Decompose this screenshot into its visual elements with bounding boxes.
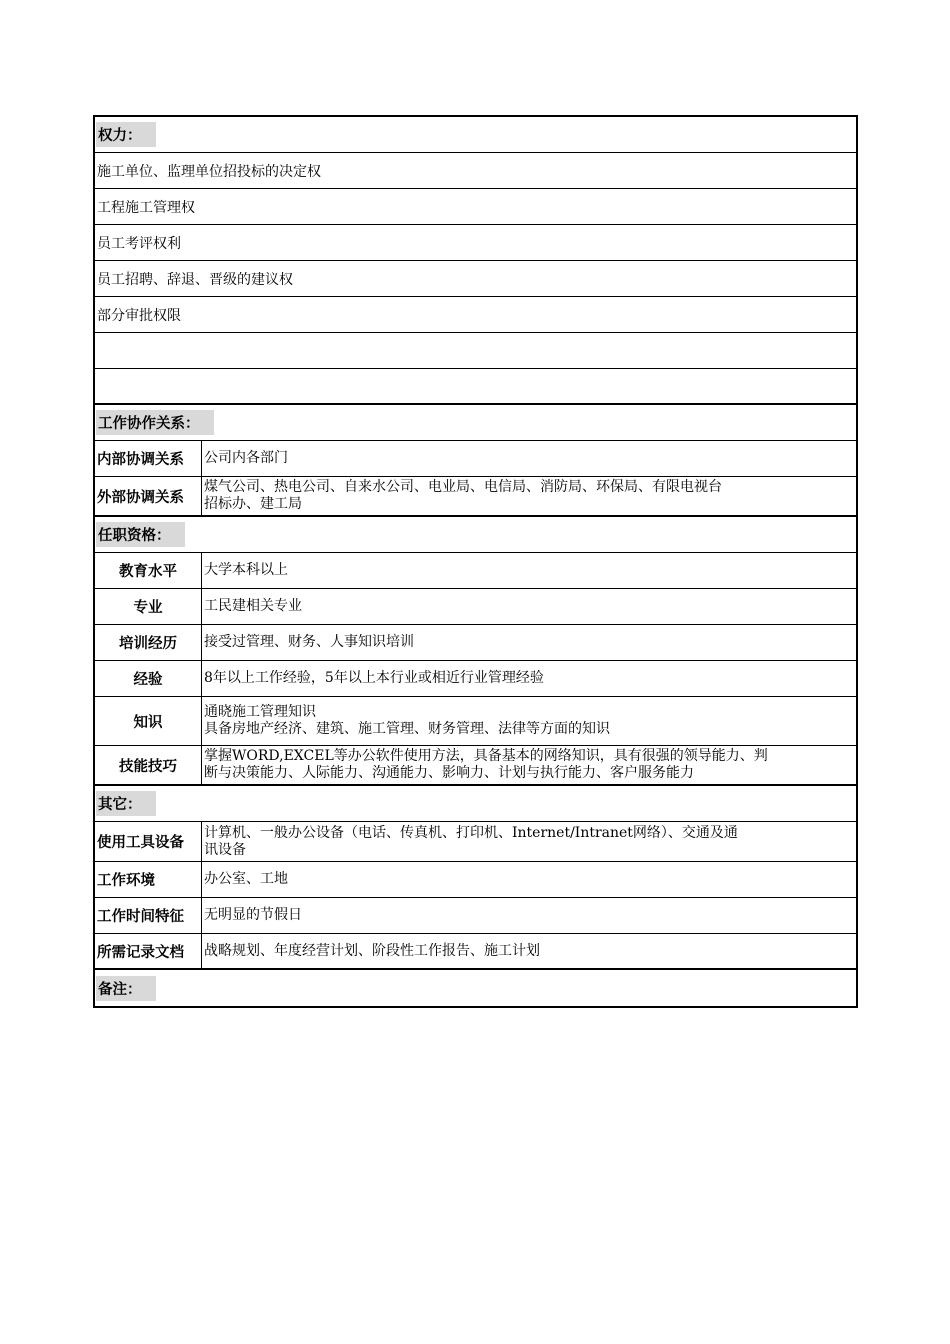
row-value <box>202 746 856 784</box>
row-value-line: 工民建相关专业 <box>204 598 302 614</box>
row-value <box>202 898 856 933</box>
row-value-line: 讯设备 <box>204 841 246 858</box>
row-value <box>202 477 856 515</box>
row-value <box>202 553 856 588</box>
row-label: 教育水平 <box>95 553 202 588</box>
power-item-empty <box>95 333 856 369</box>
job-description-table <box>93 115 858 1008</box>
row-label: 工作时间特征 <box>95 898 202 933</box>
row-label: 内部协调关系 <box>95 441 202 476</box>
row-value-line: 办公室、工地 <box>204 871 288 887</box>
row-value-line: 8年以上工作经验，5年以上本行业或相近行业管理经验 <box>204 670 544 686</box>
row-value <box>202 934 856 968</box>
row-value-line: 公司内各部门 <box>204 450 288 466</box>
other-row-documents <box>95 934 856 970</box>
row-value-line: 煤气公司、热电公司、自来水公司、电业局、电信局、消防局、环保局、有限电视台 <box>204 479 722 495</box>
other-row-tools <box>95 822 856 862</box>
power-item-empty <box>95 369 856 405</box>
row-value-line: 断与决策能力、人际能力、沟通能力、影响力、计划与执行能力、客户服务能力 <box>204 765 694 781</box>
section-power-title: 权力： <box>96 122 156 147</box>
qualification-row-knowledge <box>95 697 856 746</box>
row-label: 经验 <box>95 661 202 696</box>
section-cooperation-header <box>95 405 856 441</box>
row-value-line: 无明显的节假日 <box>204 907 302 923</box>
power-item <box>95 297 856 333</box>
row-value <box>202 661 856 696</box>
other-row-environment <box>95 862 856 898</box>
section-notes-title: 备注： <box>96 976 156 1001</box>
row-label: 技能技巧 <box>95 746 202 784</box>
qualification-row-training <box>95 625 856 661</box>
row-value-line: 接受过管理、财务、人事知识培训 <box>204 634 414 650</box>
row-value-line: 掌握WORD,EXCEL等办公软件使用方法，具备基本的网络知识，具有很强的领导能力、判 <box>204 748 768 764</box>
section-cooperation-title: 工作协作关系： <box>96 410 214 435</box>
section-power-header <box>95 117 856 153</box>
power-item <box>95 189 856 225</box>
row-value <box>202 697 856 745</box>
row-label: 使用工具设备 <box>95 822 202 861</box>
section-other-title: 其它： <box>96 791 156 816</box>
section-other-header <box>95 786 856 822</box>
qualification-row-experience <box>95 661 856 697</box>
row-label: 外部协调关系 <box>95 477 202 515</box>
row-label: 所需记录文档 <box>95 934 202 968</box>
row-value <box>202 862 856 897</box>
section-notes-header <box>95 970 856 1006</box>
row-value-line: 计算机、一般办公设备（电话、传真机、打印机、Internet/Intranet网络）、交通及通 <box>204 824 738 841</box>
row-value-line: 战略规划、年度经营计划、阶段性工作报告、施工计划 <box>204 942 540 959</box>
row-value-line: 具备房地产经济、建筑、施工管理、财务管理、法律等方面的知识 <box>204 721 610 737</box>
row-label: 培训经历 <box>95 625 202 660</box>
qualification-row-skills <box>95 746 856 786</box>
row-value <box>202 589 856 624</box>
row-value-line: 通晓施工管理知识 <box>204 704 316 720</box>
power-item <box>95 225 856 261</box>
row-value <box>202 441 856 476</box>
row-label: 专业 <box>95 589 202 624</box>
power-item-text: 施工单位、监理单位招投标的决定权 <box>97 163 321 180</box>
row-value <box>202 625 856 660</box>
cooperation-row-internal <box>95 441 856 477</box>
section-qualification-title: 任职资格： <box>96 522 185 547</box>
section-qualification-header <box>95 517 856 553</box>
row-value-line: 大学本科以上 <box>204 562 288 578</box>
qualification-row-major <box>95 589 856 625</box>
power-item-text: 工程施工管理权 <box>97 199 195 216</box>
cooperation-row-external <box>95 477 856 517</box>
power-item <box>95 261 856 297</box>
row-value-line: 招标办、建工局 <box>204 496 302 512</box>
other-row-work-time <box>95 898 856 934</box>
row-value <box>202 822 856 861</box>
power-item-text: 员工考评权利 <box>97 235 181 252</box>
power-item-text: 部分审批权限 <box>97 307 181 324</box>
power-item <box>95 153 856 189</box>
power-item-text: 员工招聘、辞退、晋级的建议权 <box>97 271 293 288</box>
qualification-row-education <box>95 553 856 589</box>
row-label: 知识 <box>95 697 202 745</box>
row-label: 工作环境 <box>95 862 202 897</box>
